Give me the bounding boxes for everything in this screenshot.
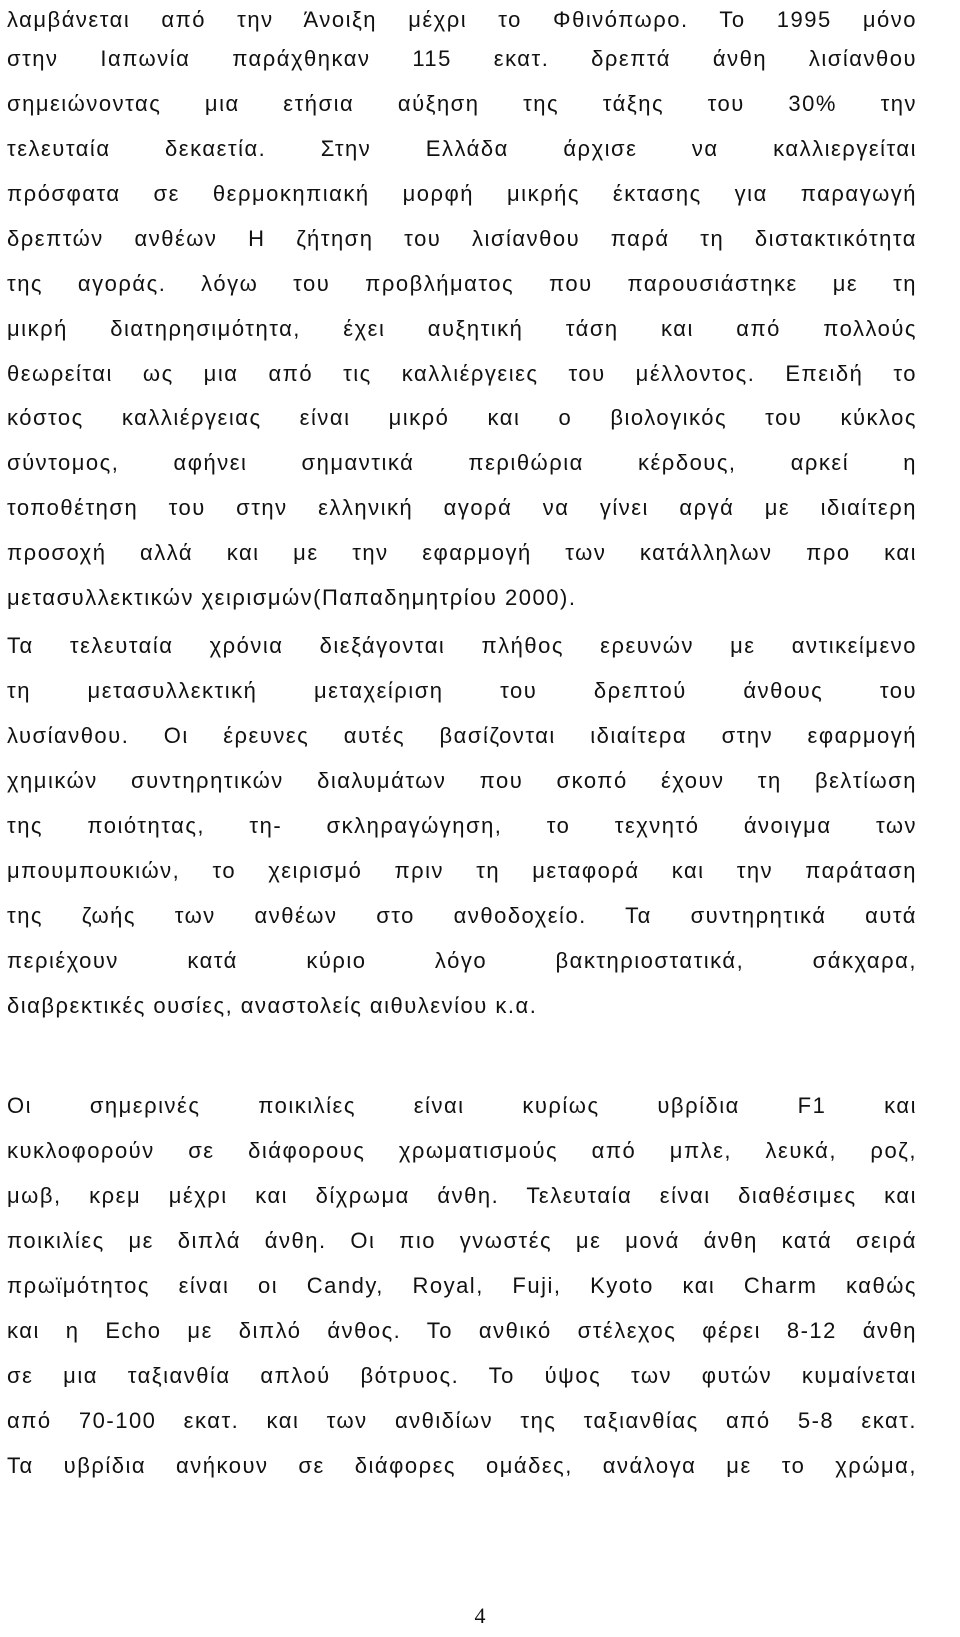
text-line: μπουμπουκιών, το χειρισμό πριν τη μεταφορά και την παράταση: [7, 858, 917, 883]
text-line: σημειώνοντας μια ετήσια αύξηση της τάξης του 30% την: [7, 91, 917, 116]
text-line: της ποιότητας, τη- σκληραγώγηση, το τεχνητό άνοιγμα των: [7, 813, 917, 838]
text-line: Τα υβρίδια ανήκουν σε διάφορες ομάδες, ανάλογα με το χρώμα,: [7, 1453, 917, 1478]
text-line: λυσίανθου. Οι έρευνες αυτές βασίζονται ιδιαίτερα στην εφαρμογή: [7, 723, 917, 748]
text-line: πρόσφατα σε θερμοκηπιακή μορφή μικρής έκτασης για παραγωγή: [7, 181, 917, 206]
text-line: σύντομος, αφήνει σημαντικά περιθώρια κέρδους, αρκεί η: [7, 450, 917, 475]
text-line: μωβ, κρεμ μέχρι και δίχρωμα άνθη. Τελευταία είναι διαθέσιμες και: [7, 1183, 917, 1208]
text-line: διαβρεκτικές ουσίες, αναστολείς αιθυλενίου κ.α.: [7, 993, 538, 1018]
text-line: τη μετασυλλεκτική μεταχείριση του δρεπτού άνθους του: [7, 678, 917, 703]
text-line: χημικών συντηρητικών διαλυμάτων που σκοπό έχουν τη βελτίωση: [7, 768, 917, 793]
text-line: προσοχή αλλά και με την εφαρμογή των κατάλληλων προ και: [7, 540, 917, 565]
text-line: μικρή διατηρησιμότητα, έχει αυξητική τάση και από πολλούς: [7, 316, 917, 341]
text-line: Τα τελευταία χρόνια διεξάγονται πλήθος ερευνών με αντικείμενο: [7, 633, 917, 658]
text-line: της ζωής των ανθέων στο ανθοδοχείο. Τα συντηρητικά αυτά: [7, 903, 917, 928]
text-line: θεωρείται ως μια από τις καλλιέργειες του μέλλοντος. Επειδή το: [7, 361, 917, 386]
text-line: λαμβάνεται από την Άνοιξη μέχρι το Φθινόπωρο. Το 1995 μόνο: [7, 7, 917, 32]
text-line: στην Ιαπωνία παράχθηκαν 115 εκατ. δρεπτά άνθη λισίανθου: [7, 46, 917, 71]
text-line: σε μια ταξιανθία απλού βότρυος. Το ύψος των φυτών κυμαίνεται: [7, 1363, 917, 1388]
text-line: μετασυλλεκτικών χειρισμών(Παπαδημητρίου 2000).: [7, 585, 577, 610]
text-line: τοποθέτηση του στην ελληνική αγορά να γίνει αργά με ιδιαίτερη: [7, 495, 917, 520]
page-number: 4: [474, 1603, 486, 1628]
text-line: Οι σημερινές ποικιλίες είναι κυρίως υβρίδια F1 και: [7, 1093, 917, 1118]
text-line: κόστος καλλιέργειας είναι μικρό και ο βιολογικός του κύκλος: [7, 405, 917, 430]
text-line: τελευταία δεκαετία. Στην Ελλάδα άρχισε να καλλιεργείται: [7, 136, 917, 161]
text-line: πρωϊμότητος είναι οι Candy, Royal, Fuji, Kyoto και Charm καθώς: [7, 1273, 917, 1298]
text-line: από 70-100 εκατ. και των ανθιδίων της ταξιανθίας από 5-8 εκατ.: [7, 1408, 917, 1433]
text-line: ποικιλίες με διπλά άνθη. Οι πιο γνωστές με μονά άνθη κατά σειρά: [7, 1228, 917, 1253]
text-line: δρεπτών ανθέων Η ζήτηση του λισίανθου παρά τη διστακτικότητα: [7, 226, 917, 251]
text-line: και η Echo με διπλό άνθος. Το ανθικό στέλεχος φέρει 8-12 άνθη: [7, 1318, 917, 1343]
text-line: κυκλοφορούν σε διάφορους χρωματισμούς από μπλε, λευκά, ροζ,: [7, 1138, 917, 1163]
text-line: της αγοράς. λόγω του προβλήματος που παρουσιάστηκε με τη: [7, 271, 917, 296]
text-line: περιέχουν κατά κύριο λόγο βακτηριοστατικά, σάκχαρα,: [7, 948, 917, 973]
